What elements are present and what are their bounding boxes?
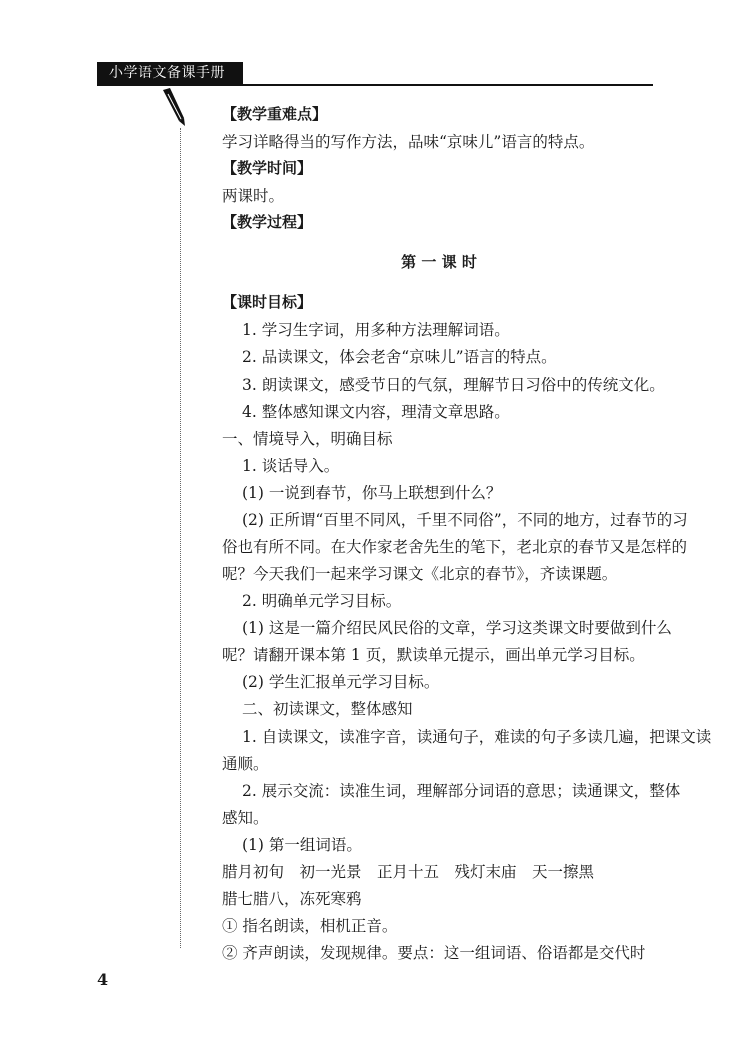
text-line: 呢？请翻开课本第 1 页，默读单元提示，画出单元学习目标。 <box>222 646 645 664</box>
text-line: (2) 正所谓“百里不同风，千里不同俗”，不同的地方，过春节的习 <box>242 511 688 529</box>
text-line: 2. 展示交流：读准生词，理解部分词语的意思；读通课文，整体 <box>242 782 681 800</box>
lesson-title: 第 一 课 时 <box>401 253 477 271</box>
section-heading-teaching-time: 【教学时间】 <box>222 159 313 177</box>
section-heading-key-points: 【教学重难点】 <box>222 105 328 123</box>
text-line: 通顺。 <box>222 755 269 773</box>
text-line: 4. 整体感知课文内容，理清文章思路。 <box>242 403 510 421</box>
text-line: (1) 第一组词语。 <box>242 836 362 854</box>
text-line: (1) 一说到春节，你马上联想到什么？ <box>242 484 502 502</box>
book-title: 小学语文备课手册 <box>97 62 243 84</box>
text-line: 2. 品读课文，体会老舍“京味儿”语言的特点。 <box>242 348 557 366</box>
text-line: 感知。 <box>222 809 269 827</box>
text-line: 俗也有所不同。在大作家老舍先生的笔下，老北京的春节又是怎样的 <box>222 538 688 556</box>
text-line: ② 齐声朗读，发现规律。要点：这一组词语、俗语都是交代时 <box>222 944 646 962</box>
text-line: 3. 朗读课文，感受节日的气氛，理解节日习俗中的传统文化。 <box>242 376 665 394</box>
text-line: 1. 学习生字词，用多种方法理解词语。 <box>242 321 510 339</box>
text-line: 二、初读课文，整体感知 <box>242 700 413 718</box>
text-line: 呢？今天我们一起来学习课文《北京的春节》，齐读课题。 <box>222 565 618 583</box>
page-number: 4 <box>97 970 109 989</box>
text-line: 两课时。 <box>222 187 285 205</box>
vocabulary-line: 腊月初旬 初一光景 正月十五 残灯末庙 天一擦黑 <box>222 863 595 881</box>
text-line: 1. 自读课文，读准字音，读通句子，难读的句子多读几遍，把课文读 <box>242 728 712 746</box>
margin-dotted-line <box>180 128 181 948</box>
text-line: 学习详略得当的写作方法，品味“京味儿”语言的特点。 <box>222 133 595 151</box>
text-line: 1. 谈话导入。 <box>242 457 340 475</box>
pen-icon <box>160 88 190 128</box>
header-rule <box>97 84 653 86</box>
text-line: (1) 这是一篇介绍民风民俗的文章，学习这类课文时要做到什么 <box>242 619 672 637</box>
section-heading-lesson-goals: 【课时目标】 <box>222 293 313 311</box>
text-line: ① 指名朗读，相机正音。 <box>222 917 398 935</box>
text-line: 2. 明确单元学习目标。 <box>242 592 402 610</box>
section-heading-teaching-process: 【教学过程】 <box>222 213 313 231</box>
text-line: (2) 学生汇报单元学习目标。 <box>242 673 440 691</box>
text-line: 一、情境导入，明确目标 <box>222 430 393 448</box>
vocabulary-line: 腊七腊八，冻死寒鸦 <box>222 890 362 908</box>
